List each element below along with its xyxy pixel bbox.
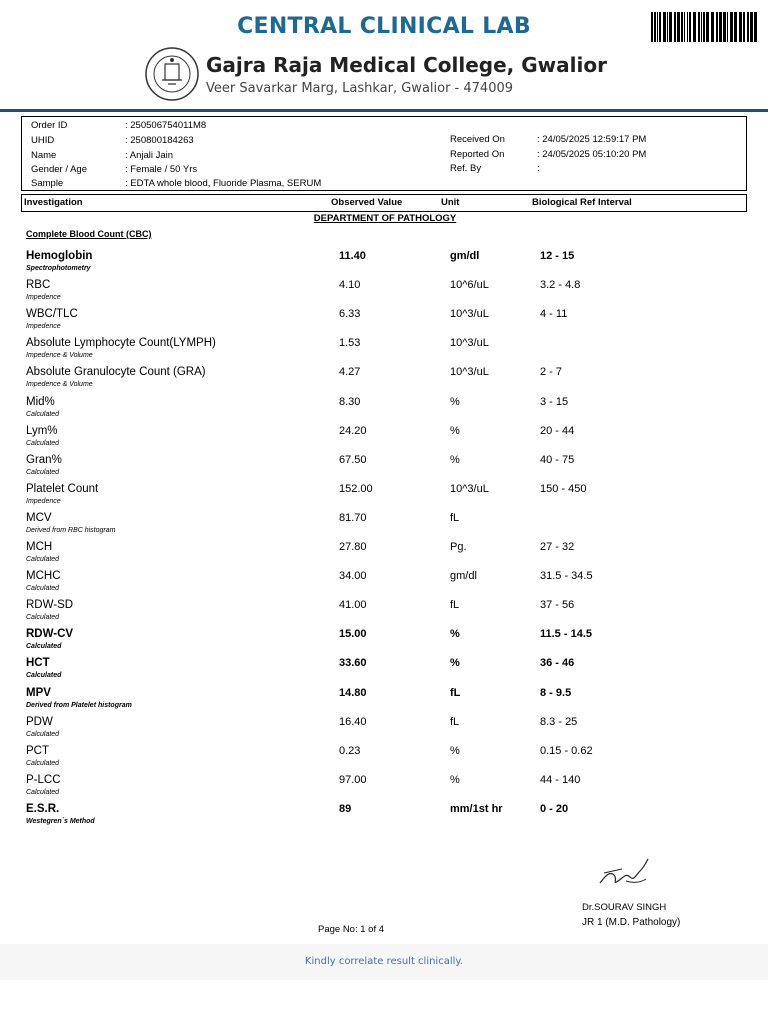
test-name: P-LCC <box>26 773 61 786</box>
barcode-bar <box>654 12 656 42</box>
test-unit: fL <box>450 511 460 524</box>
observed-value: 1.53 <box>339 337 361 350</box>
test-unit: fL <box>450 686 461 699</box>
observed-value: 15.00 <box>339 628 367 641</box>
test-method: Derived from Platelet histogram <box>26 701 132 709</box>
test-name: RDW-SD <box>26 599 74 612</box>
table-row <box>0 803 768 832</box>
test-unit: gm/dl <box>450 570 477 583</box>
college-address: Veer Savarkar Marg, Lashkar, Gwalior - 474009 <box>206 81 514 96</box>
table-row <box>0 308 768 337</box>
observed-value: 6.33 <box>339 308 361 321</box>
test-unit: % <box>450 628 460 641</box>
results-column-header <box>21 194 747 212</box>
test-name: Platelet Count <box>26 482 99 495</box>
test-method: Calculated <box>26 614 60 622</box>
column-unit: Unit <box>441 197 460 208</box>
test-name: Mid% <box>26 395 55 408</box>
test-unit: 10^3/uL <box>450 366 489 379</box>
ref-interval: 27 - 32 <box>540 541 575 553</box>
ref-interval: 3 - 15 <box>540 395 569 408</box>
test-name: PDW <box>26 715 53 728</box>
test-method: Calculated <box>26 468 60 476</box>
table-row <box>0 250 768 279</box>
test-name: MCH <box>26 541 53 553</box>
table-row <box>0 745 768 774</box>
barcode-bar <box>657 12 658 42</box>
table-row <box>0 396 768 425</box>
test-unit: gm/dl <box>450 250 480 262</box>
barcode-bar <box>734 12 737 42</box>
column-ref-interval: Biological Ref Interval <box>532 197 632 208</box>
test-name: WBC/TLC <box>26 308 78 321</box>
table-row <box>0 628 768 657</box>
page-number: Page No: 1 of 4 <box>318 924 385 935</box>
observed-value: 67.50 <box>339 453 367 466</box>
ref-by-label: Ref. By <box>450 163 482 174</box>
table-row <box>0 774 768 803</box>
ref-interval: 8.3 - 25 <box>540 715 578 728</box>
test-unit: fL <box>450 599 460 612</box>
test-unit: % <box>450 453 460 466</box>
doctor-title: JR 1 (M.D. Pathology) <box>582 917 681 928</box>
test-name: MPV <box>26 686 51 699</box>
gender-age-label: Gender / Age <box>31 164 87 175</box>
test-name: Lym% <box>26 424 58 437</box>
barcode-bar <box>703 12 705 42</box>
table-row <box>0 570 768 599</box>
test-name: Absolute Granulocyte Count (GRA) <box>26 366 206 379</box>
test-unit: % <box>450 395 460 408</box>
test-unit: Pg. <box>450 541 467 553</box>
barcode-bar <box>698 12 700 42</box>
ref-interval: 44 - 140 <box>540 773 581 786</box>
barcode-bar <box>681 12 683 42</box>
test-name: E.S.R. <box>26 802 60 815</box>
observed-value: 34.00 <box>339 570 367 583</box>
test-method: Westegren`s Method <box>26 817 95 825</box>
test-name: RDW-CV <box>26 628 74 641</box>
test-unit: mm/1st hr <box>450 802 503 815</box>
barcode-bar <box>693 12 696 42</box>
test-method: Spectrophotometry <box>26 265 91 272</box>
barcode-bar <box>747 12 749 42</box>
test-name: RBC <box>26 279 51 292</box>
table-row <box>0 687 768 716</box>
barcode-bar <box>739 12 742 42</box>
observed-value: 4.27 <box>339 366 361 379</box>
test-method: Impedence <box>26 294 61 302</box>
barcode-bar <box>716 12 718 42</box>
test-method: Calculated <box>26 643 62 651</box>
barcode-bar <box>669 12 672 42</box>
ref-interval: 37 - 56 <box>540 599 575 612</box>
uhid-label: UHID <box>31 135 55 146</box>
ref-interval: 8 - 9.5 <box>540 686 572 699</box>
patient-info-box <box>21 116 747 191</box>
ref-interval: 31.5 - 34.5 <box>540 570 593 583</box>
test-method: Calculated <box>26 730 60 738</box>
test-unit: fL <box>450 715 460 728</box>
barcode-bar <box>684 12 685 42</box>
observed-value: 4.10 <box>339 279 361 292</box>
test-name: Absolute Lymphocyte Count(LYMPH) <box>26 337 216 350</box>
table-row <box>0 599 768 628</box>
barcode-bar <box>754 12 757 42</box>
table-row <box>0 657 768 686</box>
header-divider <box>0 109 768 112</box>
ref-interval: 36 - 46 <box>540 657 575 670</box>
doctor-name: Dr.SOURAV SINGH <box>582 902 667 913</box>
barcode-bar <box>743 12 745 42</box>
test-unit: % <box>450 657 460 670</box>
test-method: Calculated <box>26 439 60 447</box>
test-name: Hemoglobin <box>26 250 93 262</box>
college-name: Gajra Raja Medical College, Gwalior <box>206 53 607 77</box>
test-name: PCT <box>26 744 49 757</box>
reported-label: Reported On <box>450 149 505 160</box>
observed-value: 11.40 <box>339 250 366 262</box>
ref-interval: 20 - 44 <box>540 424 575 437</box>
test-unit: 10^3/uL <box>450 337 489 350</box>
order-id-value: : 250506754011M8 <box>125 120 207 131</box>
barcode-bar <box>719 12 722 42</box>
barcode-bar <box>750 12 753 42</box>
table-row <box>0 483 768 512</box>
test-unit: 10^3/uL <box>450 482 489 495</box>
gender-age-value: : Female / 50 Yrs <box>125 164 198 175</box>
observed-value: 33.60 <box>339 657 367 670</box>
test-unit: % <box>450 744 460 757</box>
order-id-label: Order ID <box>31 120 68 131</box>
observed-value: 89 <box>339 802 352 815</box>
ref-interval: 4 - 11 <box>540 308 568 321</box>
observed-value: 97.00 <box>339 773 367 786</box>
sample-value: : EDTA whole blood, Fluoride Plasma, SERUM <box>125 178 322 189</box>
test-method: Impedence & Volume <box>26 381 93 389</box>
test-unit: 10^6/uL <box>450 279 489 292</box>
test-method: Calculated <box>26 585 60 593</box>
table-row <box>0 454 768 483</box>
table-row <box>0 716 768 745</box>
barcode-bar <box>651 12 653 42</box>
lab-title: CENTRAL CLINICAL LAB <box>237 14 531 39</box>
test-method: Calculated <box>26 788 60 796</box>
footer-bar <box>0 944 768 980</box>
observed-value: 24.20 <box>339 424 367 437</box>
ref-interval: 0 - 20 <box>540 802 569 815</box>
test-method: Impedence <box>26 497 61 505</box>
test-unit: % <box>450 424 460 437</box>
barcode-bar <box>677 12 680 42</box>
barcode-bar <box>711 12 714 42</box>
observed-value: 8.30 <box>339 395 361 408</box>
ref-interval: 2 - 7 <box>540 366 563 379</box>
table-row <box>0 366 768 395</box>
received-label: Received On <box>450 134 505 145</box>
section-heading: Complete Blood Count (CBC) <box>26 229 152 239</box>
college-logo-icon <box>144 46 200 102</box>
name-value: : Anjali Jain <box>125 150 174 161</box>
observed-value: 41.00 <box>339 599 367 612</box>
barcode-image <box>651 12 757 42</box>
table-row <box>0 337 768 366</box>
observed-value: 16.40 <box>339 715 367 728</box>
column-observed-value: Observed Value <box>331 197 403 208</box>
barcode-bar <box>659 12 661 42</box>
reported-value: : 24/05/2025 05:10:20 PM <box>537 149 647 160</box>
test-method: Calculated <box>26 759 60 767</box>
ref-by-value: : <box>537 163 540 174</box>
observed-value: 0.23 <box>339 744 361 757</box>
test-method: Derived from RBC histogram <box>26 526 116 534</box>
test-name: MCV <box>26 511 52 524</box>
name-label: Name <box>31 150 57 161</box>
test-method: Impedence & Volume <box>26 352 93 360</box>
test-method: Impedence <box>26 323 61 331</box>
ref-interval: 150 - 450 <box>540 482 587 495</box>
barcode-bar <box>727 12 728 42</box>
barcode-bar <box>674 12 676 42</box>
table-row <box>0 512 768 541</box>
test-name: Gran% <box>26 453 62 466</box>
observed-value: 152.00 <box>339 482 373 495</box>
observed-value: 81.70 <box>339 511 367 524</box>
test-unit: 10^3/uL <box>450 308 489 321</box>
test-method: Calculated <box>26 410 60 418</box>
table-row <box>0 541 768 570</box>
sample-label: Sample <box>31 178 64 189</box>
footer-note: Kindly correlate result clinically. <box>304 956 464 967</box>
ref-interval: 0.15 - 0.62 <box>540 744 593 757</box>
department-heading: DEPARTMENT OF PATHOLOGY <box>313 213 457 224</box>
ref-interval: 11.5 - 14.5 <box>540 628 592 641</box>
test-name: MCHC <box>26 570 61 583</box>
uhid-value: : 250800184263 <box>125 135 194 146</box>
ref-interval: 12 - 15 <box>540 250 575 262</box>
barcode-bar <box>701 12 702 42</box>
ref-interval: 3.2 - 4.8 <box>540 279 581 292</box>
doctor-signature <box>596 853 652 891</box>
column-investigation: Investigation <box>24 197 83 208</box>
test-name: HCT <box>26 657 50 670</box>
observed-value: 27.80 <box>339 541 367 553</box>
barcode-bar <box>706 12 709 42</box>
test-method: Calculated <box>26 556 60 563</box>
barcode-bar <box>723 12 726 42</box>
test-method: Calculated <box>26 672 62 680</box>
ref-interval: 40 - 75 <box>540 453 575 466</box>
test-unit: % <box>450 773 460 786</box>
observed-value: 14.80 <box>339 686 367 699</box>
barcode-bar <box>689 12 691 42</box>
table-row <box>0 425 768 454</box>
barcode-bar <box>663 12 666 42</box>
barcode-bar <box>730 12 733 42</box>
barcode-bar <box>667 12 668 42</box>
received-value: : 24/05/2025 12:59:17 PM <box>537 134 647 145</box>
barcode-bar <box>687 12 688 42</box>
table-row <box>0 279 768 308</box>
